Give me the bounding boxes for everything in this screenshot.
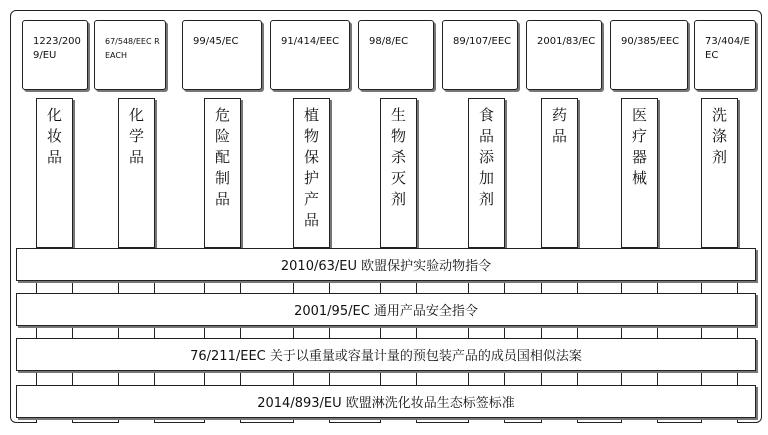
product-column xyxy=(380,98,417,248)
product-column xyxy=(293,98,330,248)
product-column xyxy=(118,98,155,248)
directive-box: 89/107/EEC xyxy=(442,20,518,90)
product-label: 化学品 xyxy=(129,106,145,166)
horizontal-directive-band: 76/211/EEC 关于以重量或容量计量的预包装产品的成员国相似法案 xyxy=(16,338,756,371)
directive-box: 99/45/EC xyxy=(182,20,262,90)
directive-box: 90/385/EEC xyxy=(610,20,688,90)
product-column xyxy=(36,98,73,248)
product-label: 生物杀灭剂 xyxy=(391,106,407,208)
product-column xyxy=(701,98,738,248)
product-label: 药品 xyxy=(552,106,568,145)
product-label: 医疗器械 xyxy=(632,106,648,187)
product-column xyxy=(204,98,241,248)
directive-box: 73/404/EEC xyxy=(694,20,756,90)
product-label: 食品添加剂 xyxy=(479,106,495,208)
product-label: 危险配制品 xyxy=(215,106,231,208)
product-label: 洗涤剂 xyxy=(712,106,728,166)
product-label: 化妆品 xyxy=(47,106,63,166)
product-label: 植物保护产品 xyxy=(304,106,320,229)
directive-box: 91/414/EEC xyxy=(270,20,350,90)
horizontal-directive-band: 2001/95/EC 通用产品安全指令 xyxy=(16,293,756,326)
horizontal-directive-band: 2014/893/EU 欧盟淋洗化妆品生态标签标准 xyxy=(16,385,756,418)
directive-box: 2001/83/EC xyxy=(526,20,602,90)
directive-box: 1223/2009/EU xyxy=(22,20,88,90)
product-column xyxy=(468,98,505,248)
product-column xyxy=(541,98,578,248)
directive-box: 67/548/EEC REACH xyxy=(94,20,166,90)
directive-box: 98/8/EC xyxy=(358,20,434,90)
horizontal-directive-band: 2010/63/EU 欧盟保护实验动物指令 xyxy=(16,248,756,281)
product-column xyxy=(621,98,658,248)
